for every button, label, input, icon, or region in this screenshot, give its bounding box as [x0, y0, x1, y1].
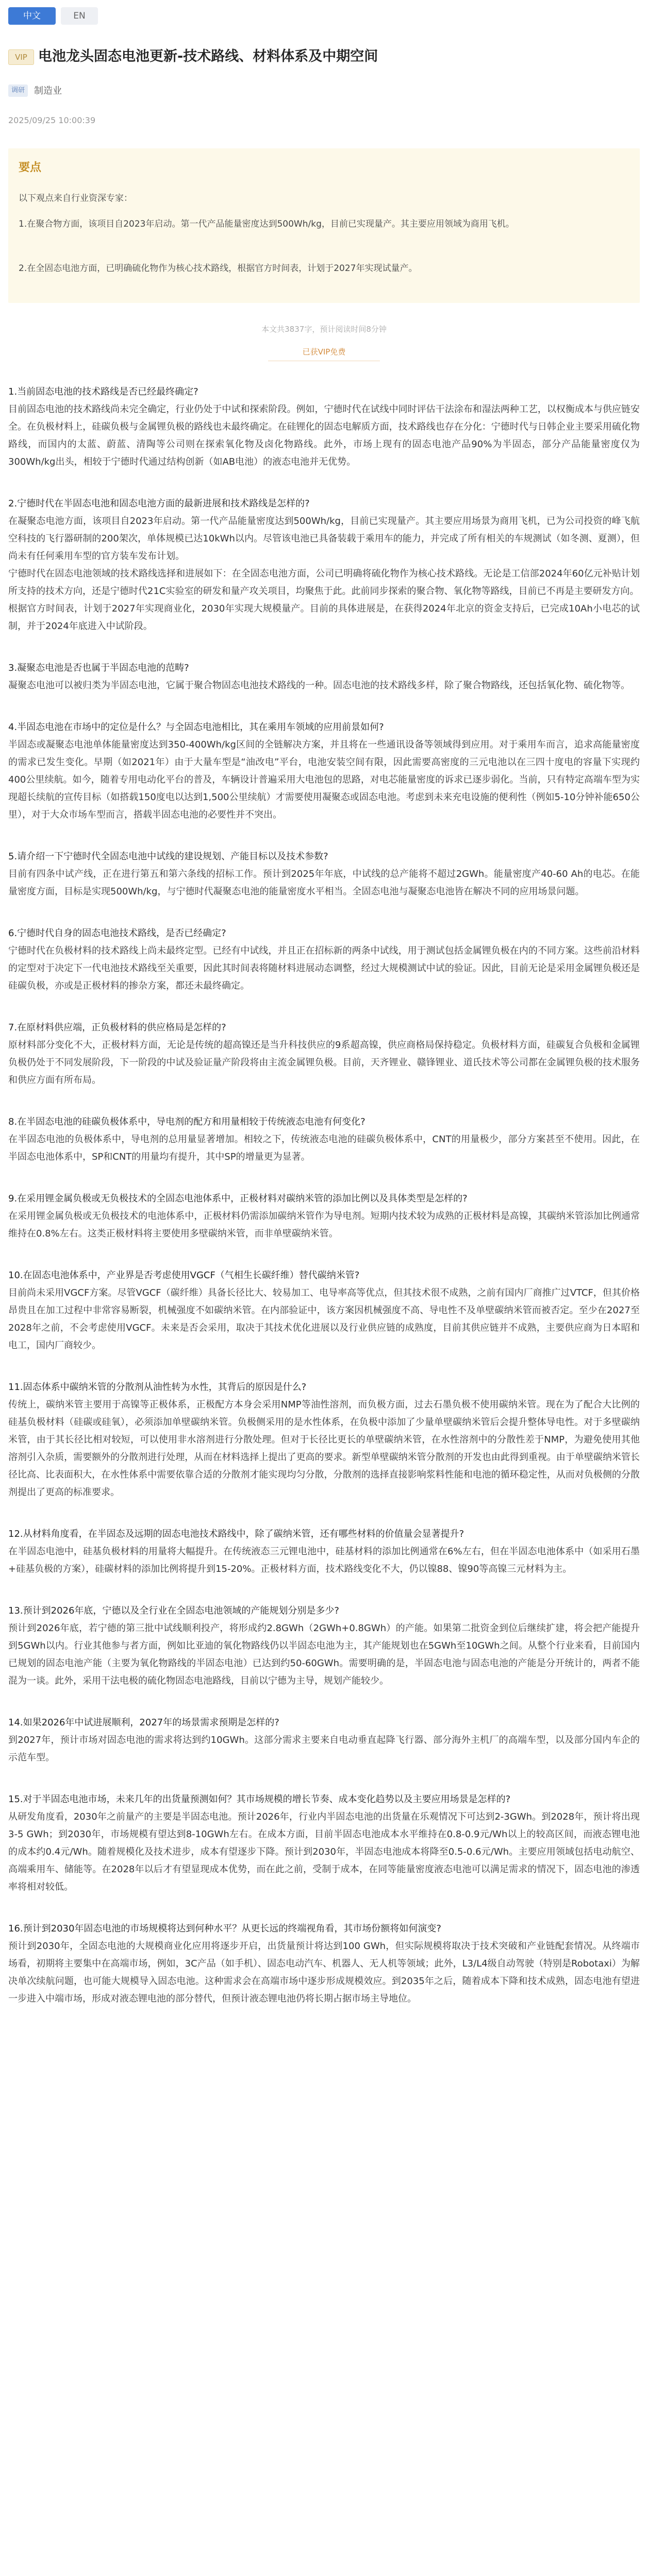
answer-text: 从研发角度看，2030年之前量产的主要是半固态电池。预计2026年，行业内半固态电池的出货量在乐观情况下可达到2-3GWh。到2028年，预计将出现3-5 GWh；到2030年，市场规模有望达到8-10GWh左右。在成本方面，目前半固态电池成本水平维持在0.8-0.9元/Wh以上的较高区间，而液态锂电池的成本约0.4元/Wh。随着规模化及技术进步，成本有望逐步下降。预计到2030年，半固态电池成本将降至0.5-0.6元/Wh。主要应用领域包括电动航空、高端乘用车、储能等。在2028年以后才有望显现成本优势，而在此之前，受制于成本，在同等能量密度液态电池可以满足需求的情况下，固态电池的渗透率将相对较低。 [8, 1811, 640, 1892]
question-text: 2.宁德时代在半固态电池和固态电池方面的最新进展和技术路线是怎样的? [8, 498, 310, 509]
qa-block [8, 848, 640, 901]
qa-block [8, 1791, 640, 1896]
question-text: 15.对于半固态电池市场，未来几年的出货量预测如何？其市场规模的增长节奏、成本变化趋势以及主要应用场景是怎样的? [8, 1794, 511, 1805]
question-text: 7.在原材料供应端，正负极材料的供应格局是怎样的? [8, 1022, 226, 1033]
page-title: 电池龙头固态电池更新-技术路线、材料体系及中期空间 [38, 48, 378, 64]
vip-badge: VIP [8, 49, 34, 65]
question-text: 16.预计到2030年固态电池的市场规模将达到何种水平？从更长远的终端视角看，其市场份额将如何演变? [8, 1923, 441, 1934]
question-text: 11.固态体系中碳纳米管的分散剂从油性转为水性，其背后的原因是什么? [8, 1382, 307, 1393]
question-text: 6.宁德时代自身的固态电池技术路线，是否已经确定? [8, 928, 226, 939]
qa-block [8, 925, 640, 995]
qa-block [8, 1267, 640, 1354]
question-text: 9.在采用锂金属负极或无负极技术的全固态电池体系中，正极材料对碳纳米管的添加比例以及具体类型是怎样的? [8, 1193, 468, 1204]
qa-block [8, 1920, 640, 2008]
vip-free-label: 已获VIP免费 [302, 347, 346, 357]
source-type-icon: 调研 [8, 84, 28, 97]
answer-text: 目前固态电池的技术路线尚未完全确定，行业仍处于中试和探索阶段。例如，宁德时代在试线中同时评估干法涂布和湿法两种工艺，以权衡成本与供应链安全。在负极材料上，硅碳负极与金属锂负极的路线也未最终确定。在硅锂化的固态电解质方面，技术路线也存在分化：宁德时代与日韩企业主要采用硫化物路线，而国内的太蓝、蔚蓝、清陶等公司则在探索氧化物及卤化物路线。此外，市场上现有的固态电池产品90%为半固态，部分产品能量密度仅为300Wh/kg出头，相较于宁德时代通过结构创新（如AB电池）的液态电池并无优势。 [8, 404, 640, 467]
question-text: 10.在固态电池体系中，产业界是否考虑使用VGCF（气相生长碳纤维）替代碳纳米管? [8, 1270, 360, 1281]
answer-text: 在半固态电池中，硅基负极材料的用量将大幅提升。在传统液态三元锂电池中，硅基材料的添加比例通常在6%左右，但在半固态电池体系中（如采用石墨+硅基负极的方案），硅碳材料的添加比例将提升到15-20%。正极材料方面，技术路线变化不大，仍以镍88、镍90等高镍三元材料为主。 [8, 1546, 640, 1574]
answer-text: 预计到2026年底，若宁德的第三批中试线顺利投产，将形成约2.8GWh（2GWh+0.8GWh）的产能。如果第二批资金到位后继续扩建，将会把产能提升到5GWh以内。行业其他参与者方面，例如比亚迪的氧化物路线仍以半固态电池为主，其产能规划也在5GWh至10GWh之间。从整个行业来看，目前国内已规划的固态电池产能（主要为氧化物路线的半固态电池）已达到约50-60GWh。需要明确的是，半固态电池与固态电池的产能是分开统计的，两者不能混为一谈。此外，采用干法电极的硫化物固态电池路线，目前以宁德为主导，规划产能较少。 [8, 1623, 640, 1686]
question-text: 12.从材料角度看，在半固态及远期的固态电池技术路线中，除了碳纳米管，还有哪些材料的价值量会显著提升? [8, 1529, 464, 1539]
key-point-item: 2.在全固态电池方面，已明确硫化物作为核心技术路线，根据官方时间表，计划于2027年实现试量产。 [19, 263, 418, 274]
question-text: 8.在半固态电池的硅碳负极体系中，导电剂的配方和用量相较于传统液态电池有何变化? [8, 1116, 365, 1127]
qa-block [8, 1190, 640, 1243]
qa-block [8, 1526, 640, 1578]
top-bar [0, 0, 648, 27]
answer-text: 在采用锂金属负极或无负极技术的电池体系中，正极材料仍需添加碳纳米管作为导电剂。短期内技术较为成熟的正极材料是高镍，其碳纳米管添加比例通常维持在0.8%左右。这类正极材料将主要使用多壁碳纳米管，而非单壁碳纳米管。 [8, 1211, 640, 1239]
question-text: 5.请介绍一下宁德时代全固态电池中试线的建设规划、产能目标以及技术参数? [8, 851, 328, 862]
question-text: 13.预计到2026年底，宁德以及全行业在全固态电池领域的产能规划分别是多少? [8, 1605, 339, 1616]
lang-tab-en[interactable]: EN [61, 7, 98, 25]
lang-tab-zh[interactable]: 中文 [8, 7, 56, 25]
answer-text: 原材料部分变化不大，正极材料方面，无论是传统的超高镍还是当升科技供应的9系超高镍，供应商格局保持稳定。负极材料方面，硅碳复合负极和金属锂负极仍处于不同发展阶段，下一阶段的中试及验证量产阶段将由主流金属锂负极。目前，天齐锂业、赣锋锂业、道氏技术等公司都在金属锂负极的技术服务和供应方面有所布局。 [8, 1040, 640, 1086]
article-stats: 本文共3837字，预计阅读时间8分钟 [261, 325, 387, 334]
question-text: 3.凝聚态电池是否也属于半固态电池的范畴? [8, 663, 189, 673]
answer-text: 宁德时代在负极材料的技术路线上尚未最终定型。已经有中试线，并且正在招标新的两条中试线，用于测试包括金属锂负极在内的不同方案。这些前沿材料的定型对于决定下一代电池技术路线至关重要，因此其时间表将随材料进展动态调整，经过大规模测试中试的验证。因此，目前无论是采用金属锂负极还是硅碳负极，亦或是正极材料的掺杂方案，都还未最终确定。 [8, 945, 640, 991]
qa-block [8, 659, 640, 694]
qa-block [8, 1602, 640, 1690]
answer-text: 到2027年，预计市场对固态电池的需求将达到约10GWh。这部分需求主要来自电动垂直起降飞行器、部分海外主机厂的高端车型，以及部分国内车企的示范车型。 [8, 1735, 640, 1763]
qa-list [8, 383, 640, 2032]
qa-block [8, 1019, 640, 1089]
qa-block [8, 1379, 640, 1501]
answer-text: 目前有四条中试产线，正在进行第五和第六条线的招标工作。预计到2025年年底，中试线的总产能将不超过2GWh。能量密度产40-60 Ah的电芯。在能量密度方面，目标是实现500Wh/kg，与宁德时代凝聚态电池的能量密度水平相当。全固态电池与凝聚态电池皆在解决不同的应用场景问题。 [8, 869, 640, 897]
key-points-intro: 以下观点来自行业资深专家： [19, 193, 132, 204]
answer-text: 凝聚态电池可以被归类为半固态电池，它属于聚合物固态电池技术路线的一种。固态电池的技术路线多样，除了聚合物路线，还包括氧化物、硫化物等。 [8, 680, 630, 691]
title-row [8, 46, 640, 67]
answer-text: 半固态或凝聚态电池单体能量密度达到350-400Wh/kg区间的全链解决方案，并且将在一些通讯设备等领域得到应用。对于乘用车而言，追求高能量密度的需求已发生变化。早期（如2021年）由于大量车型是“油改电”平台，电池安装空间有限，因此需要高密度的三元电池以在三四十度电的容量下实现约400公里续航。如今，随着专用电动化平台的普及，车辆设计普遍采用大电池包的思路，对电芯能量密度的诉求已逐步弱化。当前，只有特定高端车型为实现超长续航的宣传目标（如搭载150度电以达到1,500公里续航）才需要使用凝聚态或固态电池。考虑到未来充电设施的便利性（例如5-10分钟补能650公里），对于大众市场车型而言，搭载半固态电池的必要性并不突出。 [8, 739, 640, 820]
qa-block [8, 719, 640, 824]
question-text: 14.如果2026年中试进展顺利，2027年的场景需求预期是怎样的? [8, 1717, 279, 1728]
answer-text: 传统上，碳纳米管主要用于高镍等正极体系，正极配方本身会采用NMP等油性溶剂，而负极方面，过去石墨负极不使用碳纳米管。现在为了配合大比例的硅基负极材料（硅碳或硅氧），必须添加单壁碳纳米管。负极侧采用的是水性体系，在负极中添加了少量单壁碳纳米管后会提升整体导电性。对于多壁碳纳米管，由于其长径比相对较短，可以使用非水溶剂进行分散处理。但对于长径比更长的单壁碳纳米管，在水性溶剂中的分散性差于NMP，为避免使用其他溶剂引入杂质，需要额外的分散剂进行处理，从而在材料选择上提出了更高的要求。新型单壁碳纳米管分散剂的开发也由此得到重视。由于单壁碳纳米管长径比高、比表面积大，在水性体系中需要依靠合适的分散剂才能实现均匀分散，分散剂的选择直接影响浆料性能和电池的循环稳定性，从而对负极侧的分散剂提出了更高的标准要求。 [8, 1399, 640, 1498]
answer-text: 在半固态电池的负极体系中，导电剂的总用量显著增加。相较之下，传统液态电池的硅碳负极体系中，CNT的用量极少，部分方案甚至不使用。因此，在半固态电池体系中，SP和CNT的用量均有提升，其中SP的增量更为显著。 [8, 1134, 640, 1162]
key-points-title: 要点 [19, 161, 42, 174]
answer-text: 根据官方时间表，计划于2027年实现商业化，2030年实现大规模量产。目前的具体进展是，在获得2024年北京的资金支持后，已完成10Ah小电芯的试制，并于2024年底进入中试阶段。 [8, 603, 640, 632]
key-points-box [8, 148, 640, 303]
qa-block [8, 495, 640, 635]
answer-text: 预计到2030年，全固态电池的大规模商业化应用将逐步开启，出货量预计将达到100 GWh，但实际规模将取决于技术突破和产业链配套情况。从终端市场看，初期将主要集中在高端市场，例如，3C产品（如手机）、固态电动汽车、机器人、无人机等领域；此外，L3/L4级自动驾驶（特别是Robotaxi）为解决单次续航问题，也可能大规模导入固态电池。这种需求会在高端市场中逐步形成规模效应。到2035年之后，随着成本下降和技术成熟，固态电池有望进一步进入中端市场，形成对液态锂电池的部分替代，但预计液态锂电池仍将长期占据市场主导地位。 [8, 1941, 640, 2004]
source-name[interactable]: 制造业 [34, 86, 62, 96]
key-point-item: 1.在聚合物方面，该项目自2023年启动。第一代产品能量密度达到500Wh/kg，目前已实现量产。其主要应用领域为商用飞机。 [19, 219, 514, 229]
answer-text: 在凝聚态电池方面，该项目自2023年启动。第一代产品能量密度达到500Wh/kg，目前已实现量产。其主要应用场景为商用飞机，已为公司投资的峰飞航空科技的飞行器研制的200架次，单体规模已达10kWh以内。尽管该电池已具备装载于乘用车的能力，并完成了所有相关的车规测试（如冬测、夏测），但尚未有任何乘用车型的官方装车发布计划。 [8, 516, 640, 562]
qa-block [8, 1714, 640, 1767]
publish-date: 2025/09/25 10:00:39 [8, 115, 96, 125]
qa-block [8, 1113, 640, 1166]
qa-block [8, 383, 640, 471]
question-text: 1.当前固态电池的技术路线是否已经最终确定? [8, 386, 198, 397]
answer-text: 目前尚未采用VGCF方案。尽管VGCF（碳纤维）具备长径比大、较易加工、电导率高等优点，但其技术很不成熟，之前有国内厂商推广过VTCF，但其价格昂贵且在加工过程中非常容易断裂，机械强度不如碳纳米管。在内部验证中，该方案因机械强度不高、导电性不及单壁碳纳米管而被否定。至少在2027至2028年之前，不会考虑使用VGCF。未来是否会采用，取决于其技术优化进展以及行业供应链的成熟度，目前其供应链并不成熟，主要供应商为日本昭和电工，国内厂商较少。 [8, 1287, 640, 1351]
question-text: 4.半固态电池在市场中的定位是什么？与全固态电池相比，其在乘用车领域的应用前景如何? [8, 722, 384, 733]
answer-text: 宁德时代在固态电池领域的技术路线选择和进展如下：在全固态电池方面，公司已明确将硫化物作为核心技术路线。无论是工信部2024年60亿元补贴计划所支持的技术方向，还是宁德时代21C实验室的研发和量产攻关项目，均聚焦于此。此前同步探索的聚合物、氧化物等路线，目前已不再是主要研发方向。 [8, 568, 640, 597]
